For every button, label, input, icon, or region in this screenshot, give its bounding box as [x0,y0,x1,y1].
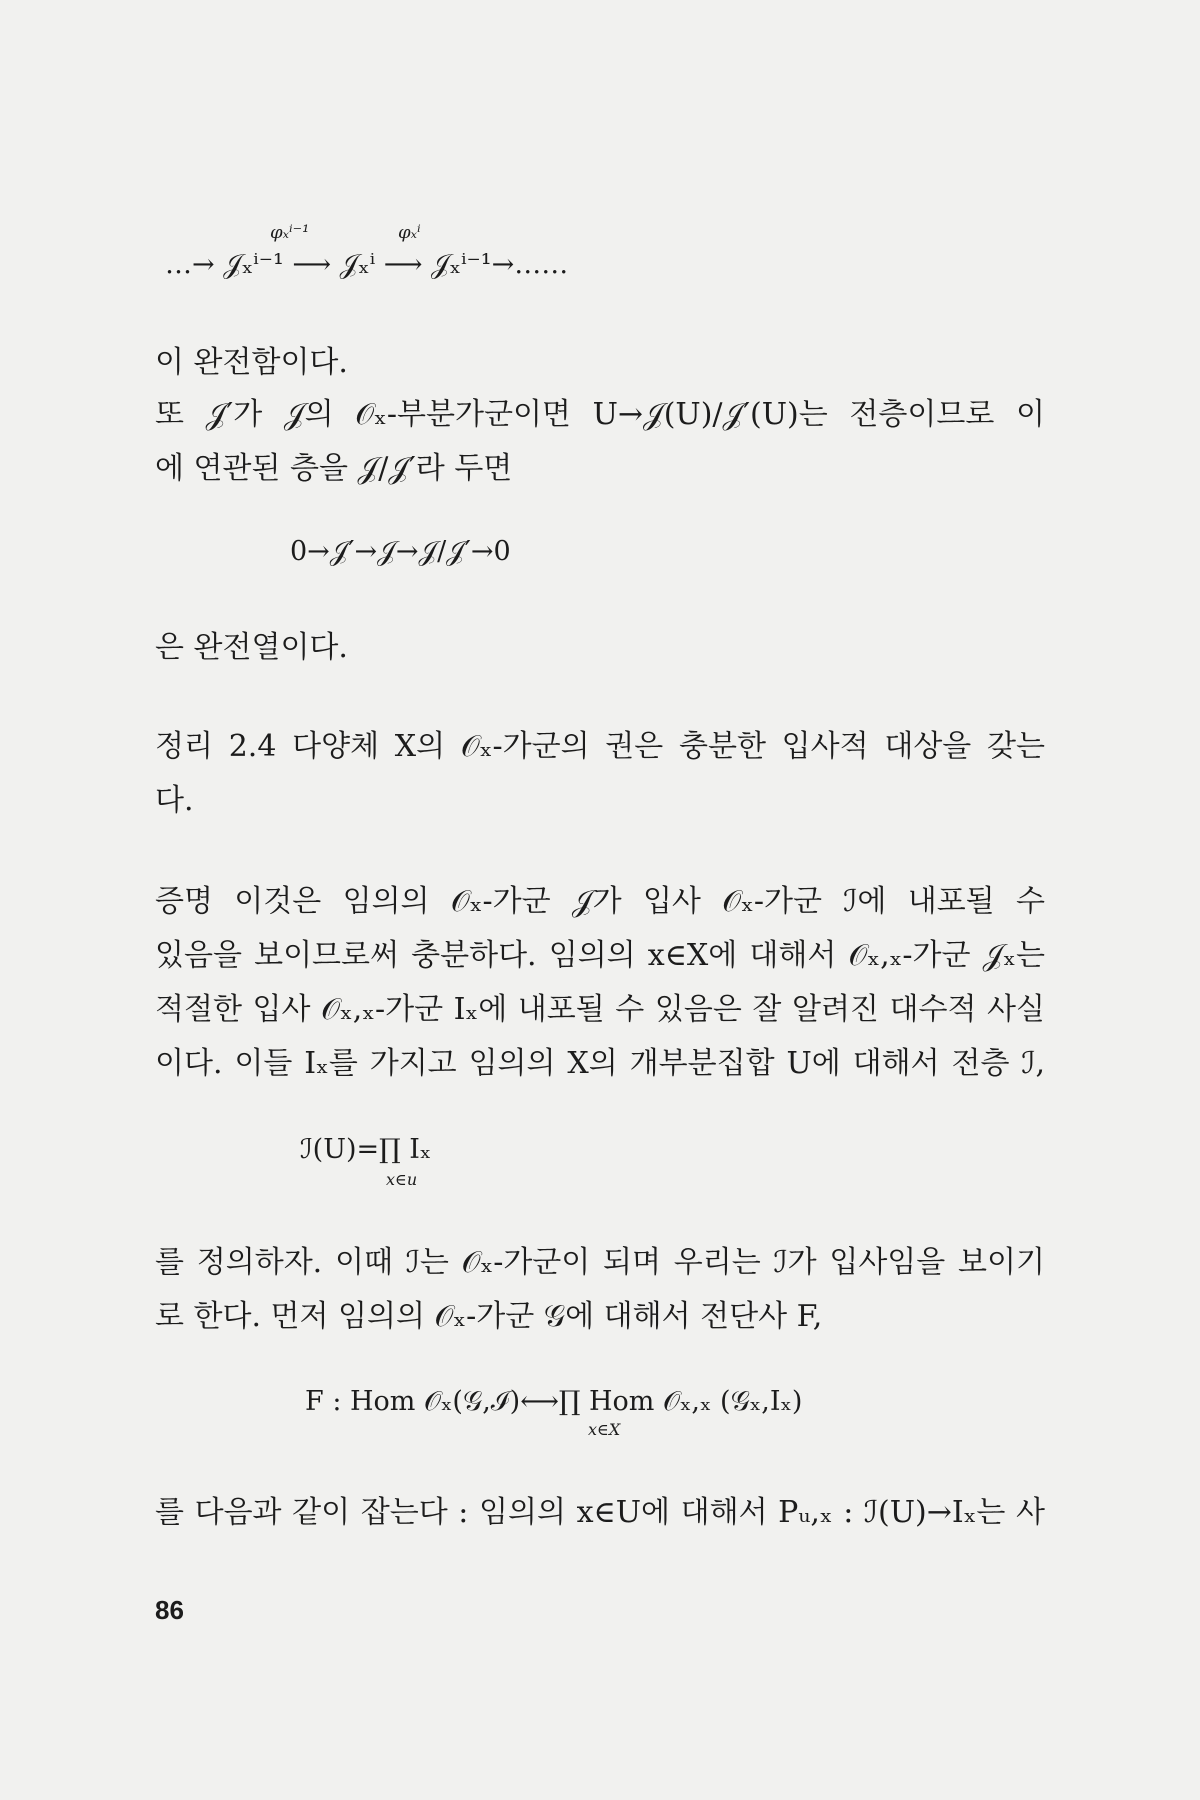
sequence-text: …→ 𝒥ₓⁱ⁻¹ ⟶ 𝒥ₓⁱ ⟶ 𝒥ₓⁱ⁻¹→…… [165,249,569,280]
proof-line-3: 적절한 입사 𝒪ₓ,ₓ-가군 Iₓ에 내포될 수 있음은 잘 알려진 대수적 사실 [155,992,1045,1027]
paragraph-2-line-2: 에 연관된 층을 𝒥/𝒥′라 두면 [155,451,513,486]
paragraph-5: 를 다음과 같이 잡는다 : 임의의 x∈U에 대해서 Pᵤ,ₓ : ℐ(U)→Iₓ는 사 [155,1495,1045,1530]
exact-sequence-short: 0→𝒥′→𝒥→𝒥/𝒥′→0 [290,536,511,567]
theorem-line-2: 다. [155,783,194,818]
paragraph-2-line-1: 또 𝒥′가 𝒥의 𝒪ₓ-부분가군이면 U→𝒥(U)/𝒥′(U)는 전층이므로 이 [155,397,1045,432]
arrow-label-1: φₓⁱ⁻¹ [270,222,310,243]
hom-equation: F : Hom 𝒪ₓ(𝒢,ℐ)⟷∏ Hom 𝒪ₓ,ₓ (𝒢ₓ,Iₓ) [305,1386,803,1417]
exact-sequence [165,245,568,285]
paragraph-4-line-2: 로 한다. 먼저 임의의 𝒪ₓ-가군 𝒢에 대해서 전단사 F, [155,1299,823,1334]
hom-subscript: x∈X [588,1420,621,1439]
paragraph-4-line-1: 를 정의하자. 이때 ℐ는 𝒪ₓ-가군이 되며 우리는 ℐ가 입사임을 보이기 [155,1245,1045,1280]
page-number: 86 [155,1595,184,1625]
proof-line-4: 이다. 이들 Iₓ를 가지고 임의의 X의 개부분집합 U에 대해서 전층 ℐ, [155,1046,1045,1081]
proof-line-2: 있음을 보이므로써 충분하다. 임의의 x∈X에 대해서 𝒪ₓ,ₓ-가군 𝒥ₓ는 [155,938,1045,973]
theorem-line-1: 정리 2.4 다양체 X의 𝒪ₓ-가군의 권은 충분한 입사적 대상을 갖는 [155,729,1045,764]
paragraph-1: 이 완전함이다. [155,345,348,380]
proof-line-1: 증명 이것은 임의의 𝒪ₓ-가군 𝒥가 입사 𝒪ₓ-가군 ℐ에 내포될 수 [155,884,1045,919]
product-equation: ℐ(U)=∏ Iₓ [300,1134,432,1165]
product-subscript: x∈u [386,1170,418,1189]
arrow-label-2: φₓⁱ [398,222,421,243]
paragraph-3: 은 완전열이다. [155,630,348,665]
